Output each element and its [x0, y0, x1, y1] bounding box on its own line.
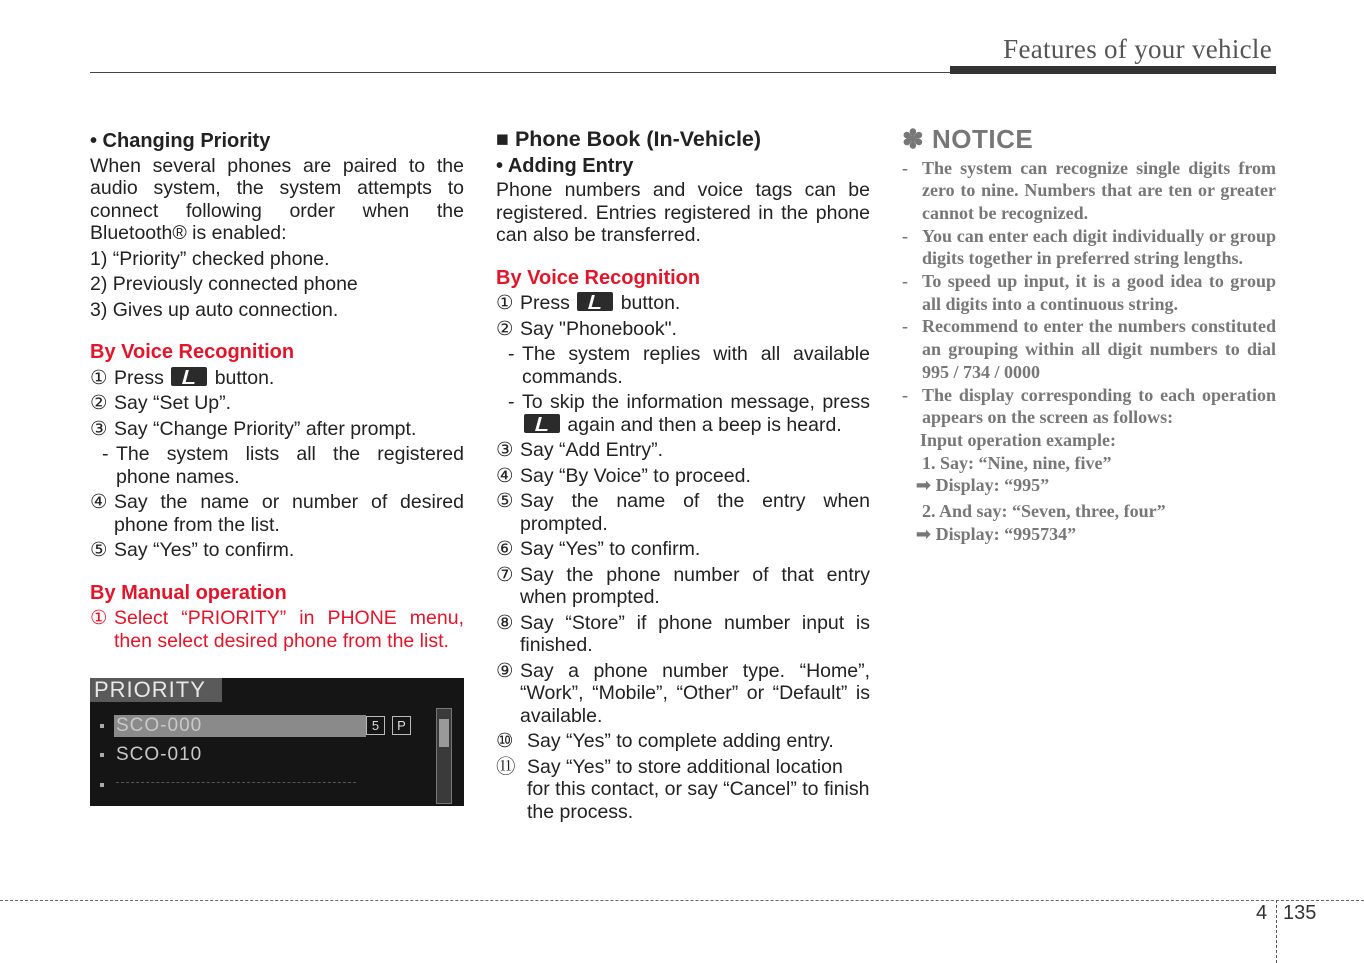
- step-note-text: The system lists all the registered phone names.: [116, 443, 464, 488]
- step-text: Say “Yes” to complete adding entry.: [527, 730, 834, 752]
- manual-step: [90, 607, 464, 652]
- order-item: 2) Previously connected phone: [90, 273, 358, 295]
- example-title: Input operation example:: [920, 429, 1117, 450]
- step-number: ②: [496, 317, 514, 340]
- example-say: 2. And say: “Seven, three, four”: [922, 501, 1166, 522]
- screen-divider: [116, 782, 356, 783]
- step-text: Say the name of the entry when prompted.: [520, 490, 870, 535]
- section-number: 4: [1256, 902, 1268, 924]
- step: [496, 612, 870, 657]
- step-text: button.: [214, 366, 275, 389]
- notice-item: - To speed up input, it is a good idea to group all digits into a continuous string.: [902, 271, 1276, 314]
- notice-item-text: To speed up input, it is a good idea to group all digits into a continuous string.: [922, 271, 1276, 314]
- talk-button-icon: [524, 414, 560, 433]
- step-text: Say “Yes” to confirm.: [520, 538, 701, 560]
- step: [496, 439, 870, 462]
- notice-item-text: The system can recognize single digits from zero to nine. Numbers that are ten or greater cannot be recognized.: [922, 157, 1276, 223]
- step-note-text: again and then a beep is heard.: [567, 413, 842, 436]
- column-phone-book: [496, 128, 870, 826]
- step: [496, 756, 870, 824]
- step-text: Say “By Voice” to proceed.: [520, 464, 751, 487]
- notice-item-text: You can enter each digit individually or group digits together in preferred string lengths.: [922, 225, 1276, 269]
- screen-icon: 5: [366, 716, 385, 735]
- example-display: ➟ Display: “995734”: [916, 523, 1077, 544]
- step: [90, 418, 464, 441]
- step-number: ⑥: [496, 538, 514, 560]
- screen-row-text: SCO-010: [116, 744, 203, 765]
- screen-scrollbar: [436, 708, 452, 804]
- step-text: Say “Add Entry”.: [520, 439, 664, 461]
- step-text: Press: [114, 366, 164, 389]
- step-number: ⑧: [496, 611, 514, 634]
- step-text: Say a phone number type. “Home”, “Work”, “Mobile”, “Other” or “Default” is available.: [520, 659, 870, 727]
- step-note-text: To skip the information message, press: [522, 391, 870, 413]
- step: [496, 318, 870, 341]
- step-number: ⑩: [496, 730, 514, 752]
- page-number: 135: [1283, 902, 1317, 924]
- step-number: ⑦: [496, 563, 514, 586]
- step-number: ⑪: [496, 755, 516, 778]
- step-text: Say “Yes” to store additional location for this contact, or say “Cancel” to finish the process.: [527, 755, 870, 823]
- step-text: Say the phone number of that entry when prompted.: [520, 563, 870, 608]
- step: [496, 465, 870, 488]
- step-note: - The system lists all the registered phone names.: [102, 443, 464, 488]
- header-rule: [90, 72, 950, 73]
- step: [496, 538, 870, 561]
- step-number: ④: [496, 464, 514, 487]
- step-number: ②: [90, 392, 108, 414]
- notice-item-text: Recommend to enter the numbers constituted an grouping within all digit numbers to dial 995 / 734 / 0000: [922, 316, 1276, 382]
- step-number: ⑨: [496, 659, 514, 682]
- step-number: ①: [90, 607, 108, 629]
- order-item: 3) Gives up auto connection.: [90, 298, 339, 321]
- step: [496, 730, 870, 753]
- step-number: ①: [496, 292, 514, 314]
- step-number: ③: [90, 417, 108, 440]
- intro-paragraph: When several phones are paired to the audio system, the system attempts to connect following order when the Bluetooth® is enabled:: [90, 154, 464, 244]
- priority-screen-image: [90, 678, 464, 806]
- step-number: ⑤: [90, 539, 108, 561]
- step: [496, 490, 870, 535]
- voice-recognition-heading: By Voice Recognition: [90, 341, 295, 363]
- step: [90, 539, 464, 562]
- step-note: - The system replies with all available commands.: [508, 343, 870, 388]
- step-text: Select “PRIORITY” in PHONE menu, then select desired phone from the list.: [114, 607, 464, 652]
- talk-button-icon: [577, 292, 613, 311]
- step: [90, 392, 464, 415]
- step: [90, 367, 464, 390]
- step-text: Say “Set Up”.: [114, 392, 232, 414]
- step-text: Say the name or number of desired phone from the list.: [114, 491, 464, 536]
- step: [496, 660, 870, 728]
- step-text: button.: [620, 292, 681, 314]
- screen-row-text: SCO-000: [116, 715, 203, 736]
- step-note: - To skip the information message, press again and then a beep is heard.: [508, 391, 870, 436]
- footer-rule: [0, 900, 1364, 901]
- page-number-separator: [1276, 900, 1277, 963]
- voice-recognition-heading: By Voice Recognition: [496, 266, 701, 289]
- step-number: ①: [90, 366, 108, 389]
- notice-box: [902, 124, 1276, 545]
- header-title: Features of your vehicle: [1003, 34, 1272, 64]
- screen-title: PRIORITY: [90, 678, 222, 702]
- order-item: 1) “Priority” checked phone.: [90, 247, 330, 270]
- step-number: ⑤: [496, 490, 514, 512]
- section-heading-phone-book: ■ Phone Book (In-Vehicle): [496, 127, 762, 151]
- talk-button-icon: [171, 367, 207, 386]
- step: [90, 491, 464, 536]
- intro-paragraph: Phone numbers and voice tags can be registered. Entries registered in the phone can also be transferred.: [496, 179, 870, 246]
- notice-item: - You can enter each digit individually or group digits together in preferred string lengths.: [902, 225, 1276, 269]
- subheading-changing-priority: • Changing Priority: [90, 130, 271, 152]
- notice-item: - The display corresponding to each operation appears on the screen as follows:: [902, 384, 1276, 428]
- step-text: Say “Yes” to confirm.: [114, 539, 295, 561]
- step-number: ③: [496, 439, 514, 461]
- notice-item: - The system can recognize single digits from zero to nine. Numbers that are ten or greater cannot be recognized.: [902, 157, 1276, 223]
- step-text: Say "Phonebook".: [520, 317, 677, 340]
- example-say: 1. Say: “Nine, nine, five”: [922, 452, 1112, 473]
- notice-title: ✽ NOTICE: [902, 124, 1034, 154]
- step-text: Say “Change Priority” after prompt.: [114, 417, 417, 440]
- manual-operation-heading: By Manual operation: [90, 581, 287, 604]
- column-changing-priority: [90, 128, 464, 655]
- screen-icon: P: [392, 716, 411, 735]
- step: [496, 292, 870, 315]
- example-display: ➟ Display: “995”: [916, 475, 1050, 496]
- notice-item-text: The display corresponding to each operation appears on the screen as follows:: [922, 384, 1276, 428]
- step: [496, 564, 870, 609]
- step-text: Press: [520, 292, 570, 314]
- header-bar: [950, 66, 1276, 74]
- step-note-text: The system replies with all available commands.: [522, 343, 870, 388]
- step-text: Say “Store” if phone number input is finished.: [520, 611, 870, 656]
- notice-item: - Recommend to enter the numbers constituted an grouping within all digit numbers to dial 995 / 734 / 0000: [902, 316, 1276, 382]
- step-number: ④: [90, 491, 108, 513]
- subheading-adding-entry: • Adding Entry: [496, 154, 634, 177]
